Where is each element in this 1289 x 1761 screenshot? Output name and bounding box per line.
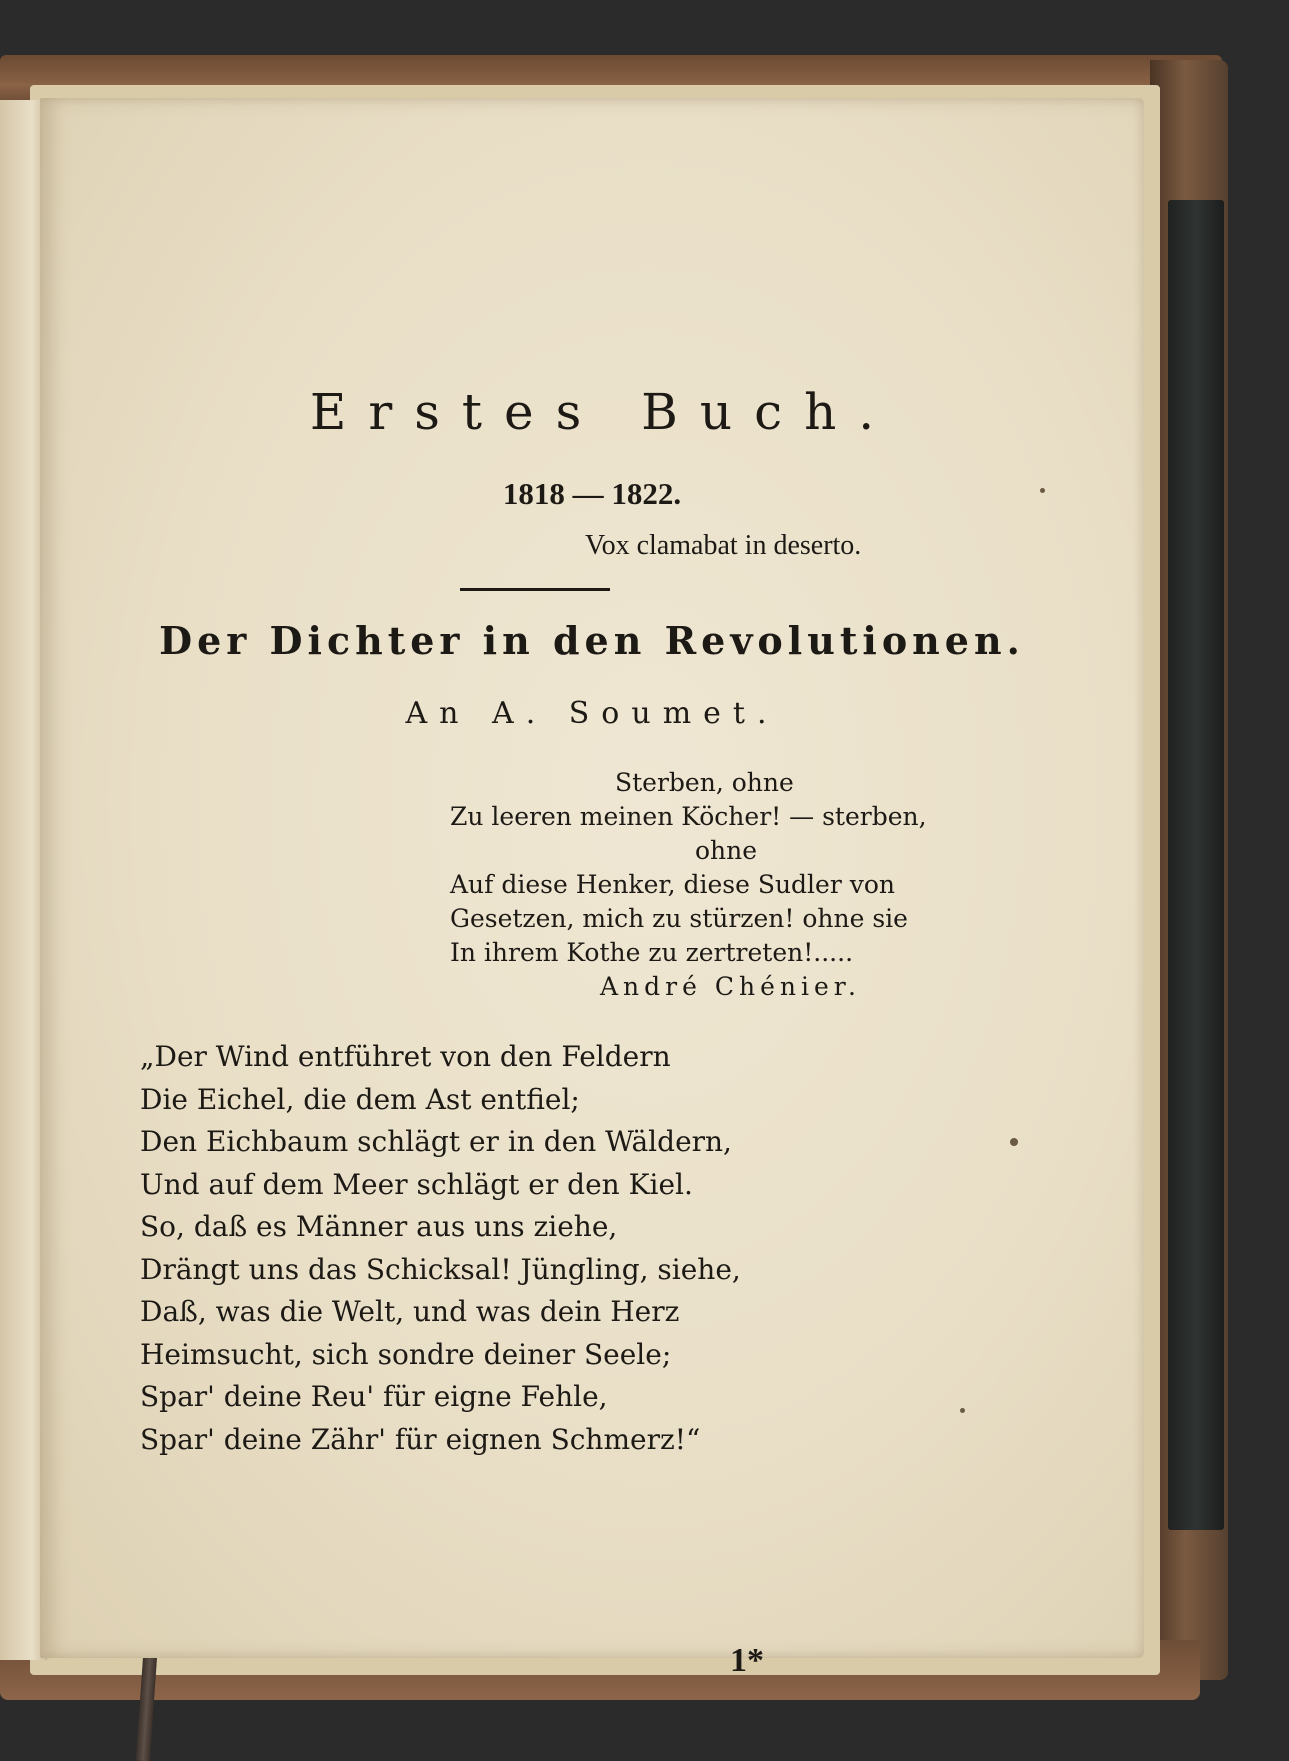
poem-dedication: An A. Soumet. xyxy=(405,696,779,731)
paper-speck xyxy=(1040,488,1045,493)
verse-line: Spar' deine Zähr' für eignen Schmerz!“ xyxy=(140,1422,701,1456)
verse-line: Heimsucht, sich sondre deiner Seele; xyxy=(140,1337,672,1371)
epigraph-line: Zu leeren meinen Köcher! — sterben, xyxy=(450,802,927,831)
verse-line: Die Eichel, die dem Ast entfiel; xyxy=(140,1082,580,1116)
book-section-title: Erstes Buch. xyxy=(309,383,897,441)
paper-speck xyxy=(960,1408,965,1413)
epigraph-line: Sterben, ohne xyxy=(615,768,794,797)
epigraph-line: Gesetzen, mich zu stürzen! ohne sie xyxy=(450,904,908,933)
book-spine-band xyxy=(1168,200,1224,1530)
epigraph-line: In ihrem Kothe zu zertreten!..... xyxy=(450,938,854,967)
year-range: 1818 — 1822. xyxy=(502,476,682,511)
epigraph-line: ohne xyxy=(695,836,758,865)
motto: Vox clamabat in deserto. xyxy=(585,530,862,561)
paper-speck xyxy=(1010,1138,1018,1146)
verse-line: Spar' deine Reu' für eigne Fehle, xyxy=(140,1380,608,1413)
book-page xyxy=(40,98,1144,1679)
epigraph-author: André Chénier. xyxy=(600,972,861,1001)
verse-line: Den Eichbaum schlägt er in den Wäldern, xyxy=(140,1125,732,1158)
verse-line: So, daß es Männer aus uns ziehe, xyxy=(140,1210,618,1243)
page-number: 1* xyxy=(730,1642,764,1679)
verse-line: Drängt uns das Schicksal! Jüngling, siehe, xyxy=(140,1252,741,1286)
divider-rule xyxy=(460,588,610,591)
poem-title: Der Dichter in den Revolutionen. xyxy=(159,618,1025,663)
epigraph xyxy=(450,766,960,1004)
poem-stanza xyxy=(140,1036,860,1461)
verse-line: Und auf dem Meer schlägt er den Kiel. xyxy=(140,1167,693,1201)
verse-line: Daß, was die Welt, und was dein Herz xyxy=(140,1295,680,1328)
verse-line: „Der Wind entführet von den Feldern xyxy=(140,1040,671,1073)
epigraph-line: Auf diese Henker, diese Sudler von xyxy=(450,870,896,899)
